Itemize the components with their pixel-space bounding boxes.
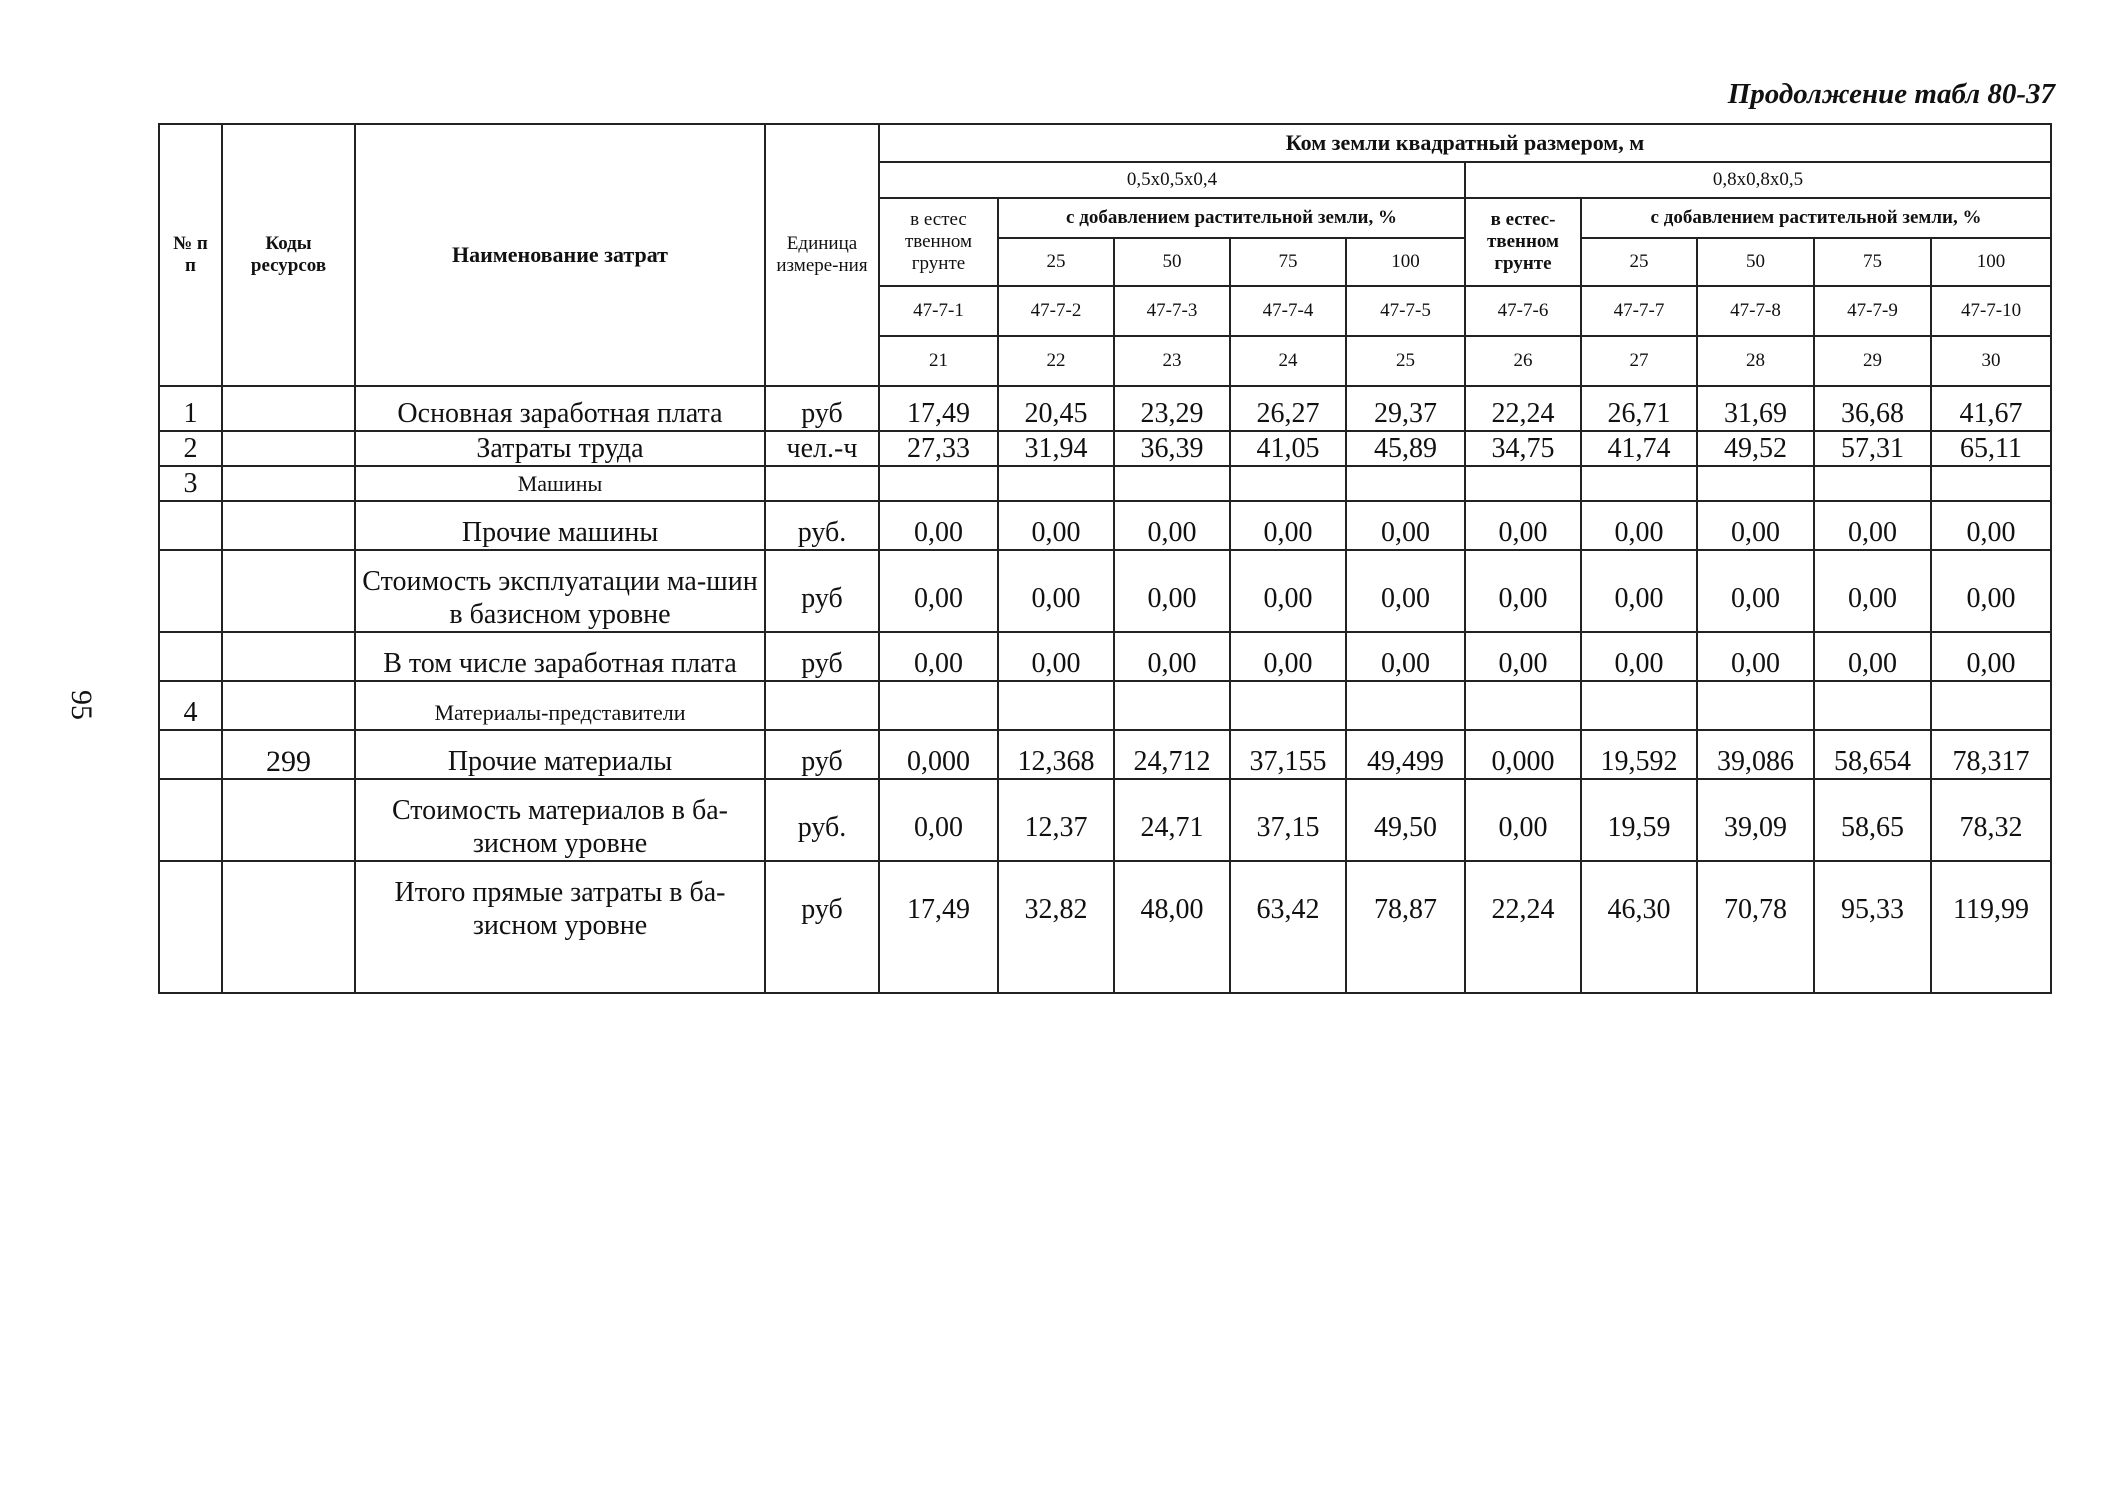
empty-cell: [1114, 681, 1230, 730]
table-row: [159, 730, 2051, 779]
header-percent: 100: [1931, 238, 2051, 286]
value-cell: 0,00: [998, 550, 1114, 632]
unit: руб: [765, 550, 879, 632]
value-cell: 78,87: [1346, 861, 1465, 993]
value-cell: 70,78: [1697, 861, 1814, 993]
header-norm-code: 47-7-5: [1346, 286, 1465, 336]
resource-code: [222, 550, 355, 632]
value-cell: 0,00: [1465, 632, 1581, 681]
cost-name: Итого прямые затраты в ба-зисном уровне: [355, 861, 765, 993]
table-row: [159, 550, 2051, 632]
empty-cell: [1230, 466, 1346, 501]
header-norm-code: 47-7-3: [1114, 286, 1230, 336]
value-cell: 31,69: [1697, 386, 1814, 431]
empty-cell: [998, 681, 1114, 730]
table-row: [159, 779, 2051, 861]
empty-cell: [1697, 681, 1814, 730]
header-column-number: 21: [879, 336, 998, 386]
cost-name: Затраты труда: [355, 431, 765, 466]
header-codes: Коды ресурсов: [222, 124, 355, 386]
value-cell: 26,27: [1230, 386, 1346, 431]
value-cell: 95,33: [1814, 861, 1931, 993]
header-column-number: 29: [1814, 336, 1931, 386]
header-percent: 50: [1697, 238, 1814, 286]
row-number: 1: [159, 386, 222, 431]
value-cell: 63,42: [1230, 861, 1346, 993]
value-cell: 34,75: [1465, 431, 1581, 466]
row-number: [159, 632, 222, 681]
header-name: Наименование затрат: [355, 124, 765, 386]
value-cell: 0,00: [1581, 632, 1697, 681]
value-cell: 0,00: [1346, 501, 1465, 550]
table-row: [159, 386, 2051, 431]
value-cell: 39,09: [1697, 779, 1814, 861]
value-cell: 45,89: [1346, 431, 1465, 466]
header-column-number: 30: [1931, 336, 2051, 386]
value-cell: 17,49: [879, 861, 998, 993]
empty-cell: [765, 681, 879, 730]
value-cell: 0,00: [1581, 501, 1697, 550]
table-row: [159, 466, 2051, 501]
value-cell: 24,71: [1114, 779, 1230, 861]
value-cell: 49,52: [1697, 431, 1814, 466]
value-cell: 20,45: [998, 386, 1114, 431]
empty-cell: [1581, 681, 1697, 730]
header-column-number: 28: [1697, 336, 1814, 386]
row-number: [159, 550, 222, 632]
empty-cell: [1346, 466, 1465, 501]
empty-cell: [879, 681, 998, 730]
value-cell: 0,00: [1230, 501, 1346, 550]
cost-name: Основная заработная плата: [355, 386, 765, 431]
unit: чел.-ч: [765, 431, 879, 466]
value-cell: 0,00: [1114, 632, 1230, 681]
value-cell: 36,68: [1814, 386, 1931, 431]
value-cell: 0,00: [1814, 501, 1931, 550]
row-number: 3: [159, 466, 222, 501]
value-cell: 23,29: [1114, 386, 1230, 431]
empty-cell: [1581, 466, 1697, 501]
cost-name: Прочие машины: [355, 501, 765, 550]
value-cell: 49,499: [1346, 730, 1465, 779]
resource-code: 299: [222, 730, 355, 779]
row-number: [159, 730, 222, 779]
value-cell: 0,000: [1465, 730, 1581, 779]
value-cell: 29,37: [1346, 386, 1465, 431]
header-percent: 100: [1346, 238, 1465, 286]
value-cell: 0,00: [1230, 550, 1346, 632]
table-row: [159, 431, 2051, 466]
value-cell: 49,50: [1346, 779, 1465, 861]
unit: руб: [765, 730, 879, 779]
row-number: 4: [159, 681, 222, 730]
table-caption: Продолжение табл 80-37: [1727, 78, 2055, 110]
unit: руб: [765, 632, 879, 681]
value-cell: 0,00: [1697, 550, 1814, 632]
empty-cell: [1465, 681, 1581, 730]
header-column-number: 27: [1581, 336, 1697, 386]
unit: руб: [765, 861, 879, 993]
value-cell: 58,654: [1814, 730, 1931, 779]
header-norm-code: 47-7-10: [1931, 286, 2051, 336]
value-cell: 41,67: [1931, 386, 2051, 431]
resource-code: [222, 501, 355, 550]
value-cell: 0,00: [1931, 632, 2051, 681]
table-body: [159, 386, 2051, 993]
value-cell: 0,00: [879, 632, 998, 681]
table-row: [159, 632, 2051, 681]
header-norm-code: 47-7-2: [998, 286, 1114, 336]
empty-cell: [765, 466, 879, 501]
header-num: № п п: [159, 124, 222, 386]
header-added-1: с добавлением растительной земли, %: [998, 198, 1465, 238]
section-title: Материалы-представители: [355, 681, 765, 730]
value-cell: 78,317: [1931, 730, 2051, 779]
unit: руб.: [765, 779, 879, 861]
table-header: [159, 124, 2051, 386]
value-cell: 0,00: [879, 779, 998, 861]
value-cell: 41,74: [1581, 431, 1697, 466]
header-column-number: 26: [1465, 336, 1581, 386]
page-number: 95: [65, 690, 98, 720]
cost-table: [158, 123, 2052, 994]
value-cell: 0,00: [1697, 632, 1814, 681]
value-cell: 17,49: [879, 386, 998, 431]
value-cell: 0,00: [998, 632, 1114, 681]
header-percent: 75: [1814, 238, 1931, 286]
empty-cell: [1697, 466, 1814, 501]
value-cell: 0,00: [1114, 501, 1230, 550]
header-size-1: 0,5х0,5х0,4: [879, 162, 1465, 198]
empty-cell: [1230, 681, 1346, 730]
unit: руб: [765, 386, 879, 431]
empty-cell: [1814, 466, 1931, 501]
unit: руб.: [765, 501, 879, 550]
value-cell: 19,592: [1581, 730, 1697, 779]
resource-code: [222, 386, 355, 431]
cost-name: Стоимость материалов в ба-зисном уровне: [355, 779, 765, 861]
value-cell: 0,00: [1465, 501, 1581, 550]
value-cell: 0,00: [1114, 550, 1230, 632]
header-norm-code: 47-7-8: [1697, 286, 1814, 336]
value-cell: 12,37: [998, 779, 1114, 861]
value-cell: 46,30: [1581, 861, 1697, 993]
header-column-number: 24: [1230, 336, 1346, 386]
cost-name: В том числе заработная плата: [355, 632, 765, 681]
header-added-2: с добавлением растительной земли, %: [1581, 198, 2051, 238]
value-cell: 26,71: [1581, 386, 1697, 431]
header-natural-1: в естес твенном грунте: [879, 198, 998, 286]
value-cell: 0,00: [1346, 632, 1465, 681]
header-norm-code: 47-7-1: [879, 286, 998, 336]
row-number: [159, 501, 222, 550]
value-cell: 78,32: [1931, 779, 2051, 861]
empty-cell: [1465, 466, 1581, 501]
value-cell: 41,05: [1230, 431, 1346, 466]
value-cell: 119,99: [1931, 861, 2051, 993]
row-code: [222, 466, 355, 501]
value-cell: 58,65: [1814, 779, 1931, 861]
value-cell: 19,59: [1581, 779, 1697, 861]
value-cell: 39,086: [1697, 730, 1814, 779]
value-cell: 22,24: [1465, 861, 1581, 993]
row-code: [222, 681, 355, 730]
value-cell: 22,24: [1465, 386, 1581, 431]
value-cell: 27,33: [879, 431, 998, 466]
value-cell: 37,155: [1230, 730, 1346, 779]
value-cell: 24,712: [1114, 730, 1230, 779]
empty-cell: [1931, 466, 2051, 501]
header-percent: 75: [1230, 238, 1346, 286]
empty-cell: [1931, 681, 2051, 730]
value-cell: 0,00: [1346, 550, 1465, 632]
value-cell: 0,00: [879, 550, 998, 632]
value-cell: 0,00: [1931, 501, 2051, 550]
header-norm-code: 47-7-9: [1814, 286, 1931, 336]
value-cell: 31,94: [998, 431, 1114, 466]
header-percent: 50: [1114, 238, 1230, 286]
header-norm-code: 47-7-6: [1465, 286, 1581, 336]
value-cell: 0,00: [1697, 501, 1814, 550]
header-column-number: 22: [998, 336, 1114, 386]
value-cell: 0,00: [998, 501, 1114, 550]
header-norm-code: 47-7-4: [1230, 286, 1346, 336]
value-cell: 0,00: [1814, 550, 1931, 632]
header-natural-2: в естес-твенном грунте: [1465, 198, 1581, 286]
resource-code: [222, 861, 355, 993]
value-cell: 0,00: [1465, 550, 1581, 632]
section-title: Машины: [355, 466, 765, 501]
resource-code: [222, 431, 355, 466]
table-row: [159, 681, 2051, 730]
table-row: [159, 501, 2051, 550]
value-cell: 0,00: [1465, 779, 1581, 861]
cost-name: Стоимость эксплуатации ма-шин в базисном уровне: [355, 550, 765, 632]
empty-cell: [1346, 681, 1465, 730]
value-cell: 37,15: [1230, 779, 1346, 861]
value-cell: 65,11: [1931, 431, 2051, 466]
resource-code: [222, 779, 355, 861]
value-cell: 57,31: [1814, 431, 1931, 466]
empty-cell: [1114, 466, 1230, 501]
header-column-number: 23: [1114, 336, 1230, 386]
value-cell: 12,368: [998, 730, 1114, 779]
header-norm-code: 47-7-7: [1581, 286, 1697, 336]
row-number: 2: [159, 431, 222, 466]
value-cell: 0,00: [1814, 632, 1931, 681]
header-size-2: 0,8х0,8х0,5: [1465, 162, 2051, 198]
value-cell: 0,00: [879, 501, 998, 550]
cost-name: Прочие материалы: [355, 730, 765, 779]
value-cell: 48,00: [1114, 861, 1230, 993]
value-cell: 0,00: [1581, 550, 1697, 632]
value-cell: 0,000: [879, 730, 998, 779]
header-percent: 25: [998, 238, 1114, 286]
empty-cell: [1814, 681, 1931, 730]
value-cell: 36,39: [1114, 431, 1230, 466]
empty-cell: [998, 466, 1114, 501]
header-column-number: 25: [1346, 336, 1465, 386]
value-cell: 0,00: [1931, 550, 2051, 632]
header-unit: Единица измере-ния: [765, 124, 879, 386]
value-cell: 0,00: [1230, 632, 1346, 681]
table-row: [159, 861, 2051, 993]
value-cell: 32,82: [998, 861, 1114, 993]
header-percent: 25: [1581, 238, 1697, 286]
row-number: [159, 861, 222, 993]
empty-cell: [879, 466, 998, 501]
header-group-title: Ком земли квадратный размером, м: [879, 124, 2051, 162]
resource-code: [222, 632, 355, 681]
row-number: [159, 779, 222, 861]
